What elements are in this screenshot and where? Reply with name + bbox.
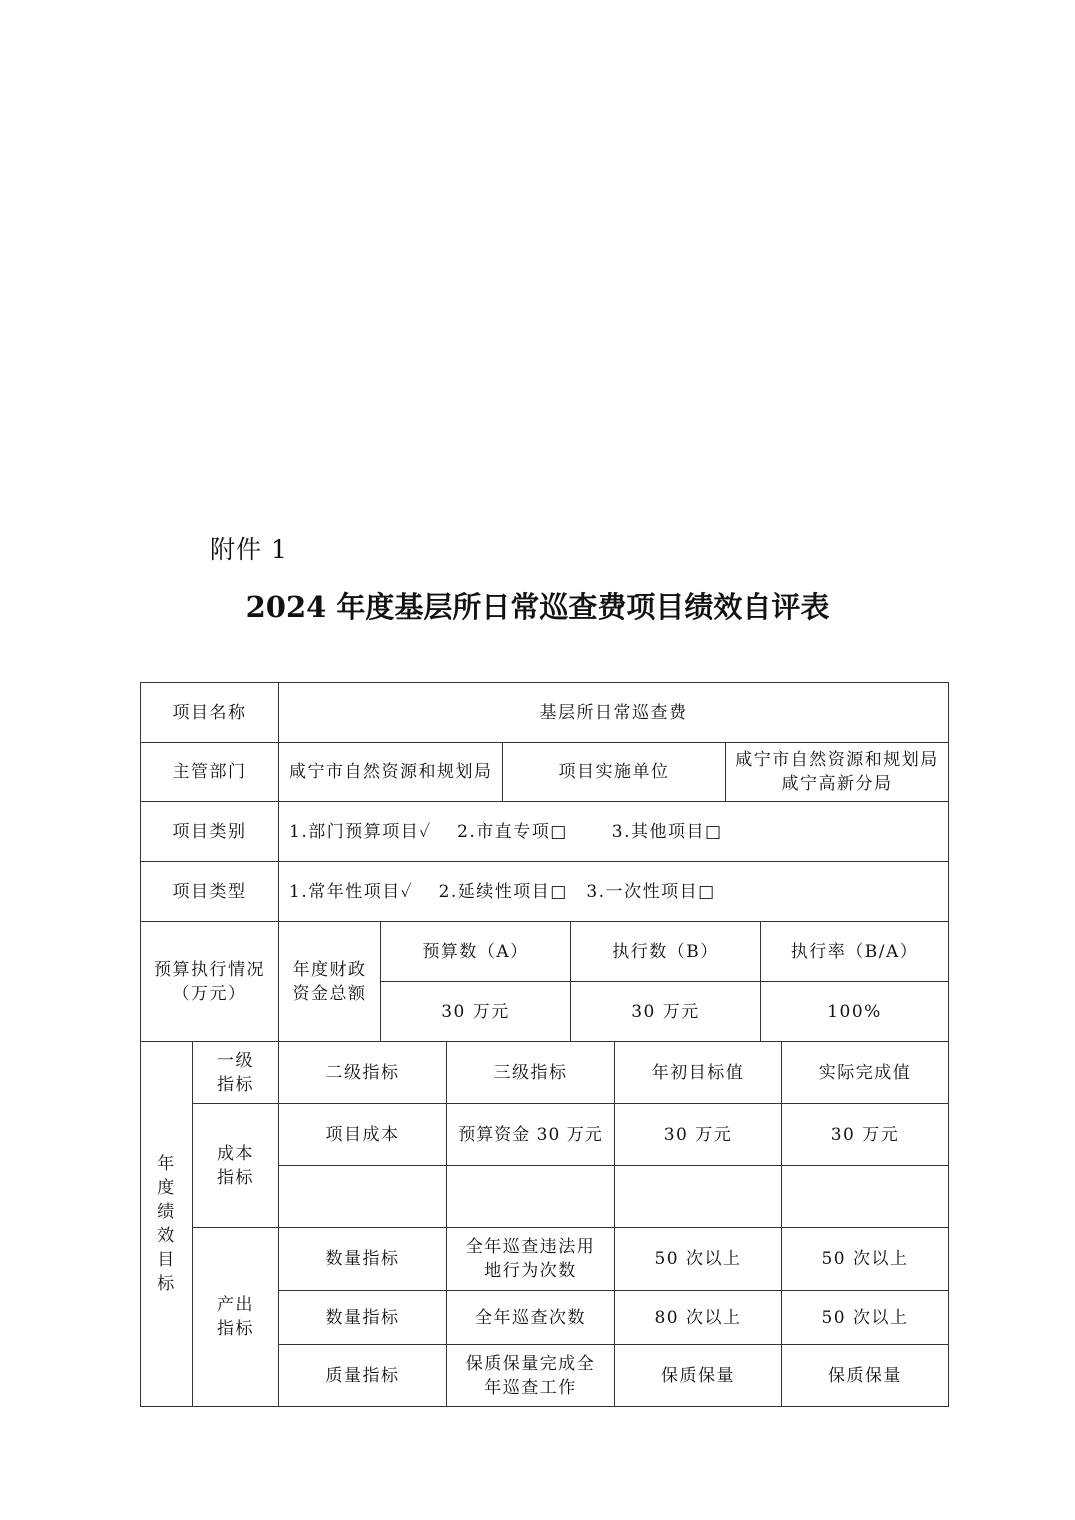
table-cell: 30 万元 <box>614 1103 782 1166</box>
project-name-label: 项目名称 <box>140 682 279 743</box>
budget-header: 预算数（A） <box>380 921 571 982</box>
table-cell: 全年巡查次数 <box>446 1290 615 1345</box>
table-cell: 数量指标 <box>278 1290 447 1345</box>
table-cell: 50 次以上 <box>781 1227 949 1291</box>
actual-header: 实际完成值 <box>781 1041 949 1104</box>
cost-indicator-label: 成本指标 <box>192 1103 279 1228</box>
rate-value: 100% <box>760 981 949 1042</box>
table-cell: 保质保量完成全年巡查工作 <box>446 1344 615 1407</box>
annual-goals-label: 年度绩效目标 <box>140 1041 193 1407</box>
table-cell <box>278 1165 447 1228</box>
table-cell: 全年巡查违法用地行为次数 <box>446 1227 615 1291</box>
table-cell: 30 万元 <box>781 1103 949 1166</box>
category-options: 1.部门预算项目✓ 2.市直专项□ 3.其他项目□ <box>278 801 949 862</box>
output-indicator-label: 产出指标 <box>192 1227 279 1407</box>
rate-header: 执行率（B/A） <box>760 921 949 982</box>
level2-header: 二级指标 <box>278 1041 447 1104</box>
attachment-label: 附件 1 <box>210 535 288 564</box>
category-label: 项目类别 <box>140 801 279 862</box>
page-title: 2024 年度基层所日常巡查费项目绩效自评表 <box>245 590 830 624</box>
table-cell: 50 次以上 <box>614 1227 782 1291</box>
table-cell: 保质保量 <box>614 1344 782 1407</box>
fund-total-label: 年度财政资金总额 <box>278 921 381 1042</box>
target-header: 年初目标值 <box>614 1041 782 1104</box>
type-label: 项目类型 <box>140 861 279 922</box>
table-cell: 保质保量 <box>781 1344 949 1407</box>
table-cell: 80 次以上 <box>614 1290 782 1345</box>
table-cell <box>446 1165 615 1228</box>
budget-label: 预算执行情况（万元） <box>140 921 279 1042</box>
type-options: 1.常年性项目✓ 2.延续性项目□ 3.一次性项目□ <box>278 861 949 922</box>
impl-value: 咸宁市自然资源和规划局咸宁高新分局 <box>725 742 949 802</box>
project-name-value: 基层所日常巡查费 <box>278 682 949 743</box>
exec-value: 30 万元 <box>570 981 761 1042</box>
table-cell <box>781 1165 949 1228</box>
exec-header: 执行数（B） <box>570 921 761 982</box>
level3-header: 三级指标 <box>446 1041 615 1104</box>
level1-header: 一级指标 <box>192 1041 279 1104</box>
table-cell <box>614 1165 782 1228</box>
table-cell: 质量指标 <box>278 1344 447 1407</box>
table-cell: 50 次以上 <box>781 1290 949 1345</box>
budget-value: 30 万元 <box>380 981 571 1042</box>
table-cell: 项目成本 <box>278 1103 447 1166</box>
table-cell: 数量指标 <box>278 1227 447 1291</box>
table-cell: 预算资金 30 万元 <box>446 1103 615 1166</box>
impl-label: 项目实施单位 <box>502 742 726 802</box>
dept-value: 咸宁市自然资源和规划局 <box>278 742 503 802</box>
dept-label: 主管部门 <box>140 742 279 802</box>
